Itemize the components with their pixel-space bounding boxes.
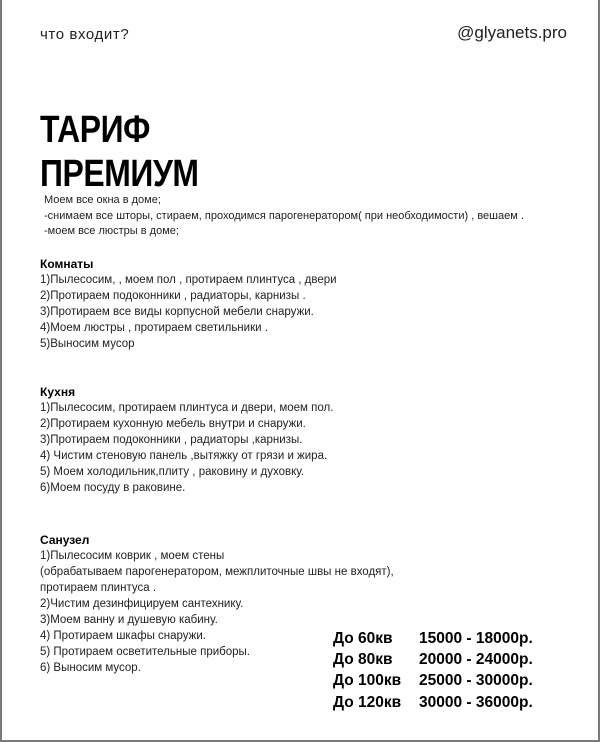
intro-line: -снимаем все шторы, стираем, проходимся парогенератором( при необходимости) , вешаем .	[44, 209, 524, 222]
kitchen-section	[40, 384, 333, 496]
kitchen-item: 5) Моем холодильник,плиту , раковину и духовку.	[40, 466, 305, 478]
price-area-label: До 60кв	[333, 630, 393, 647]
rooms-item: 2)Протираем подоконники , радиаторы, карнизы .	[40, 290, 306, 302]
kitchen-heading: Кухня	[40, 385, 76, 399]
rooms-item: 4)Моем люстры , протираем светильники .	[40, 322, 268, 334]
bathroom-item: 5) Протираем осветительные приборы.	[40, 646, 250, 658]
kitchen-item: 1)Пылесосим, протираем плинтуса и двери, моем пол.	[40, 402, 334, 414]
page-title	[40, 108, 199, 196]
price-area-label: До 100кв	[333, 672, 402, 690]
bathroom-item: 6) Выносим мусор.	[40, 662, 141, 674]
price-row	[333, 649, 533, 670]
rooms-item: 5)Выносим мусор	[40, 338, 135, 350]
intro-block	[44, 193, 524, 240]
instagram-handle: @glyanets.pro	[457, 23, 567, 42]
rooms-section	[40, 256, 337, 352]
bathroom-item: (обрабатываем парогенератором, межплиточные швы не входят),	[40, 566, 394, 578]
page-edge-left	[0, 0, 2, 742]
kitchen-item: 2)Протираем кухонную мебель внутри и снаружи.	[40, 418, 306, 430]
price-row	[333, 628, 533, 649]
kitchen-item: 4) Чистим стеновую панель ,вытяжку от грязи и жира.	[40, 450, 328, 462]
intro-line: Моем все окна в доме;	[44, 194, 161, 206]
price-value: 25000 - 30000р.	[419, 672, 533, 690]
rooms-item: 3)Протираем все виды корпусной мебели снаружи.	[40, 306, 314, 318]
kitchen-item: 3)Протираем подоконники , радиаторы ,карнизы.	[40, 434, 303, 446]
header-caption: что входит?	[40, 26, 130, 43]
price-value: 20000 - 24000р.	[419, 651, 533, 669]
price-row	[333, 692, 533, 713]
bathroom-item: 3)Моем ванну и душевую кабину.	[40, 614, 218, 626]
price-row	[333, 670, 533, 691]
bathroom-heading: Санузел	[40, 533, 90, 547]
kitchen-item: 6)Моем посуду в раковине.	[40, 482, 186, 494]
bathroom-item: 4) Протираем шкафы снаружи.	[40, 630, 206, 642]
price-area-label: До 120кв	[333, 693, 402, 711]
price-table	[333, 628, 533, 713]
rooms-item: 1)Пылесосим, , моем пол , протираем плинтуса , двери	[40, 274, 337, 286]
price-area-label: До 80кв	[333, 651, 393, 669]
price-value: 30000 - 36000р.	[419, 693, 533, 711]
bathroom-item: протираем плинтуса .	[40, 582, 157, 594]
price-value: 15000 - 18000р.	[419, 630, 533, 647]
intro-line: -моем все люстры в доме;	[44, 225, 179, 237]
bathroom-item: 1)Пылесосим коврик , моем стены	[40, 550, 225, 562]
rooms-heading: Комнаты	[40, 257, 94, 271]
title-line-1: ТАРИФ	[40, 109, 150, 151]
title-line-2: ПРЕМИУМ	[40, 153, 199, 195]
bathroom-item: 2)Чистим дезинфицируем сантехнику.	[40, 598, 244, 610]
